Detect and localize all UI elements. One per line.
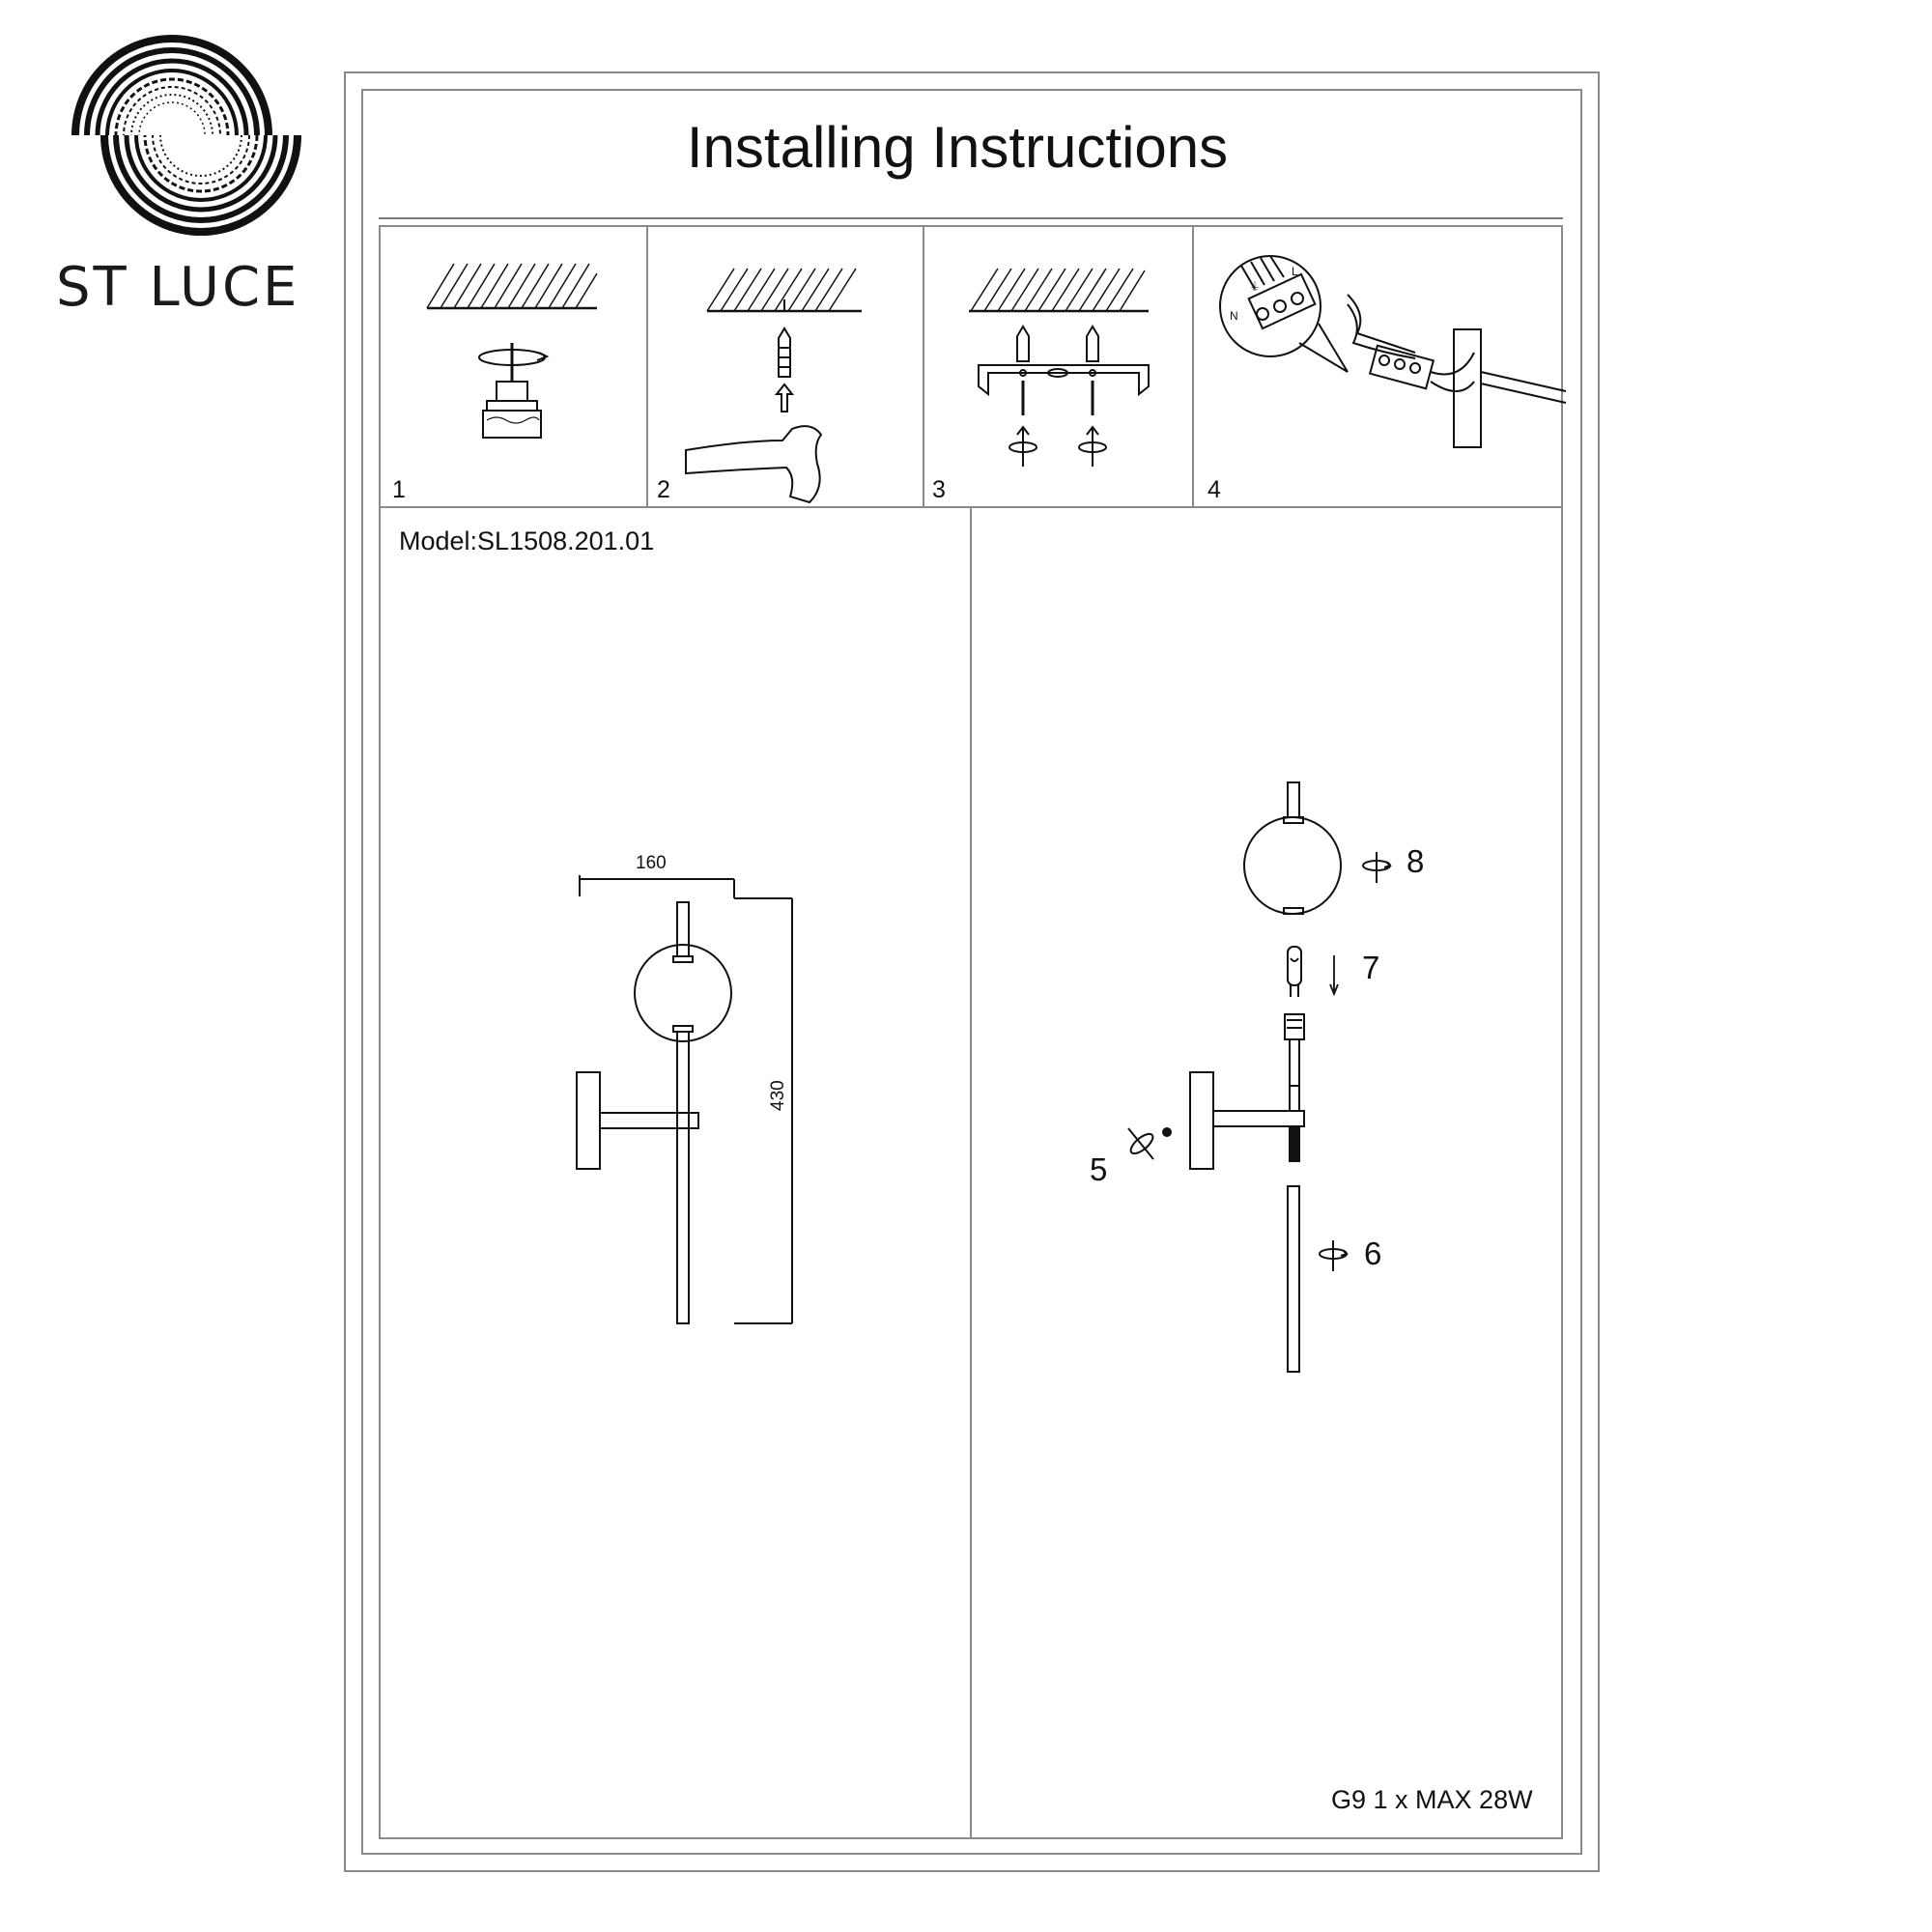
fixture-dimension-drawing bbox=[570, 850, 956, 1352]
page-title: Installing Instructions bbox=[686, 115, 1229, 180]
wiring-terminal-icon bbox=[1203, 246, 1570, 459]
part-7-down-arrow-icon bbox=[1324, 953, 1344, 1002]
svg-text:N: N bbox=[1230, 309, 1238, 323]
height-dimension-label: 430 bbox=[768, 1080, 788, 1111]
step-number-1: 1 bbox=[392, 476, 406, 503]
part-number-7: 7 bbox=[1362, 950, 1380, 985]
model-label: Model:SL1508.201.01 bbox=[399, 526, 655, 555]
part-5-screw-icon bbox=[1121, 1121, 1179, 1179]
step-number-4: 4 bbox=[1208, 476, 1221, 503]
part-number-8: 8 bbox=[1406, 843, 1425, 879]
part-number-6: 6 bbox=[1364, 1236, 1382, 1271]
brand-name: ST LUCE bbox=[56, 256, 300, 319]
step-number-3: 3 bbox=[932, 476, 946, 503]
part-8-rotate-icon bbox=[1357, 848, 1396, 887]
lamp-spec-label: G9 1 x MAX 28W bbox=[1331, 1785, 1533, 1814]
part-6-rotate-icon bbox=[1314, 1236, 1352, 1275]
mounting-bracket-screws-icon bbox=[961, 259, 1174, 481]
svg-text:⏚: ⏚ bbox=[1249, 280, 1262, 294]
step-number-2: 2 bbox=[657, 476, 670, 503]
svg-text:L: L bbox=[1292, 265, 1298, 278]
width-dimension-label: 160 bbox=[636, 853, 667, 873]
hammer-anchor-icon bbox=[676, 261, 889, 512]
drill-ceiling-icon bbox=[415, 256, 609, 449]
part-number-5: 5 bbox=[1090, 1151, 1108, 1187]
